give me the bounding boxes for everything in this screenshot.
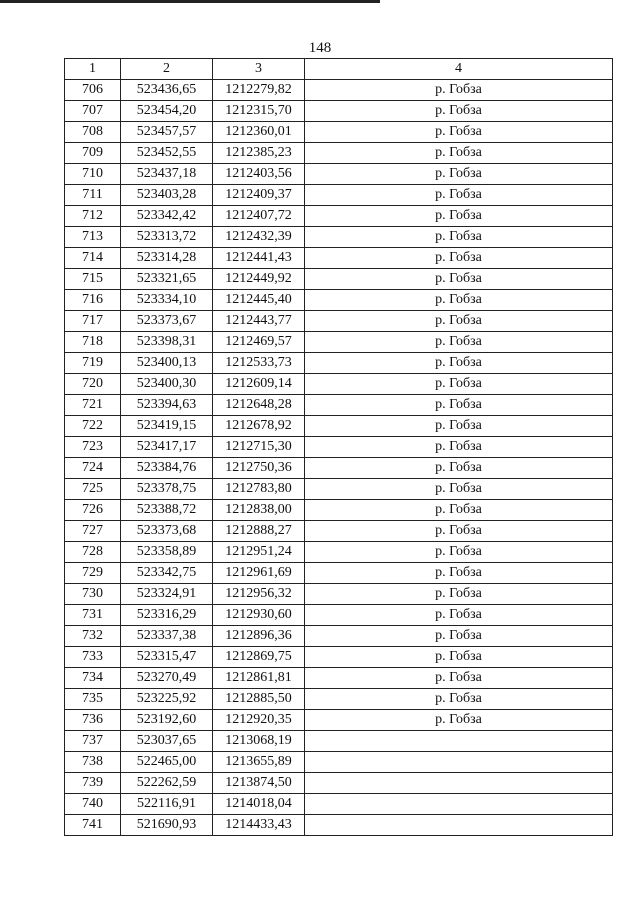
- description-cell: р. Гобза: [305, 101, 613, 122]
- point-number-cell: 710: [65, 164, 121, 185]
- x-coordinate-cell: 523037,65: [121, 731, 213, 752]
- description-cell: р. Гобза: [305, 80, 613, 101]
- table-row: [65, 437, 613, 458]
- point-number-cell: 731: [65, 605, 121, 626]
- description-cell: [305, 794, 613, 815]
- point-number-cell: 732: [65, 626, 121, 647]
- table-row: [65, 647, 613, 668]
- description-cell: [305, 731, 613, 752]
- x-coordinate-cell: 523452,55: [121, 143, 213, 164]
- point-number-cell: 739: [65, 773, 121, 794]
- table-row: [65, 332, 613, 353]
- description-cell: р. Гобза: [305, 437, 613, 458]
- x-coordinate-cell: 523342,75: [121, 563, 213, 584]
- y-coordinate-cell: 1212838,00: [213, 500, 305, 521]
- x-coordinate-cell: 523313,72: [121, 227, 213, 248]
- y-coordinate-cell: 1212861,81: [213, 668, 305, 689]
- point-number-cell: 740: [65, 794, 121, 815]
- y-coordinate-cell: 1212449,92: [213, 269, 305, 290]
- table-row: [65, 206, 613, 227]
- description-cell: р. Гобза: [305, 647, 613, 668]
- table-body: [65, 80, 613, 836]
- table-row: [65, 542, 613, 563]
- point-number-cell: 721: [65, 395, 121, 416]
- x-coordinate-cell: 523436,65: [121, 80, 213, 101]
- table-row: [65, 752, 613, 773]
- x-coordinate-cell: 523373,67: [121, 311, 213, 332]
- x-coordinate-cell: 523358,89: [121, 542, 213, 563]
- description-cell: р. Гобза: [305, 668, 613, 689]
- y-coordinate-cell: 1212432,39: [213, 227, 305, 248]
- table-row: [65, 668, 613, 689]
- point-number-cell: 713: [65, 227, 121, 248]
- table-row: [65, 416, 613, 437]
- point-number-cell: 729: [65, 563, 121, 584]
- x-coordinate-cell: 523437,18: [121, 164, 213, 185]
- point-number-cell: 707: [65, 101, 121, 122]
- x-coordinate-cell: 523454,20: [121, 101, 213, 122]
- table-header-row: [65, 59, 613, 80]
- point-number-cell: 738: [65, 752, 121, 773]
- point-number-cell: 715: [65, 269, 121, 290]
- description-cell: р. Гобза: [305, 332, 613, 353]
- table-row: [65, 563, 613, 584]
- x-coordinate-cell: 523388,72: [121, 500, 213, 521]
- y-coordinate-cell: 1213655,89: [213, 752, 305, 773]
- x-coordinate-cell: 523321,65: [121, 269, 213, 290]
- description-cell: р. Гобза: [305, 542, 613, 563]
- point-number-cell: 730: [65, 584, 121, 605]
- point-number-cell: 718: [65, 332, 121, 353]
- point-number-cell: 716: [65, 290, 121, 311]
- y-coordinate-cell: 1212920,35: [213, 710, 305, 731]
- table-row: [65, 374, 613, 395]
- table-row: [65, 248, 613, 269]
- description-cell: р. Гобза: [305, 164, 613, 185]
- y-coordinate-cell: 1214018,04: [213, 794, 305, 815]
- table-row: [65, 773, 613, 794]
- x-coordinate-cell: 523342,42: [121, 206, 213, 227]
- y-coordinate-cell: 1212403,56: [213, 164, 305, 185]
- description-cell: р. Гобза: [305, 500, 613, 521]
- y-coordinate-cell: 1212533,73: [213, 353, 305, 374]
- y-coordinate-cell: 1212961,69: [213, 563, 305, 584]
- description-cell: р. Гобза: [305, 374, 613, 395]
- point-number-cell: 736: [65, 710, 121, 731]
- point-number-cell: 706: [65, 80, 121, 101]
- table-row: [65, 794, 613, 815]
- description-cell: [305, 815, 613, 836]
- point-number-cell: 722: [65, 416, 121, 437]
- y-coordinate-cell: 1212360,01: [213, 122, 305, 143]
- table-row: [65, 458, 613, 479]
- description-cell: р. Гобза: [305, 395, 613, 416]
- table-row: [65, 731, 613, 752]
- x-coordinate-cell: 522465,00: [121, 752, 213, 773]
- description-cell: [305, 773, 613, 794]
- y-coordinate-cell: 1212407,72: [213, 206, 305, 227]
- y-coordinate-cell: 1212869,75: [213, 647, 305, 668]
- x-coordinate-cell: 523192,60: [121, 710, 213, 731]
- y-coordinate-cell: 1212279,82: [213, 80, 305, 101]
- description-cell: р. Гобза: [305, 122, 613, 143]
- description-cell: р. Гобза: [305, 626, 613, 647]
- y-coordinate-cell: 1212885,50: [213, 689, 305, 710]
- y-coordinate-cell: 1212896,36: [213, 626, 305, 647]
- description-cell: р. Гобза: [305, 290, 613, 311]
- point-number-cell: 723: [65, 437, 121, 458]
- x-coordinate-cell: 523398,31: [121, 332, 213, 353]
- x-coordinate-cell: 523394,63: [121, 395, 213, 416]
- table-row: [65, 710, 613, 731]
- x-coordinate-cell: 523400,13: [121, 353, 213, 374]
- point-number-cell: 712: [65, 206, 121, 227]
- description-cell: р. Гобза: [305, 185, 613, 206]
- point-number-cell: 714: [65, 248, 121, 269]
- x-coordinate-cell: 523314,28: [121, 248, 213, 269]
- point-number-cell: 717: [65, 311, 121, 332]
- table-row: [65, 626, 613, 647]
- description-cell: р. Гобза: [305, 584, 613, 605]
- point-number-cell: 734: [65, 668, 121, 689]
- description-cell: р. Гобза: [305, 269, 613, 290]
- header-col-1: 1: [65, 59, 121, 80]
- x-coordinate-cell: 523337,38: [121, 626, 213, 647]
- y-coordinate-cell: 1212648,28: [213, 395, 305, 416]
- table-row: [65, 227, 613, 248]
- point-number-cell: 725: [65, 479, 121, 500]
- page-number: 148: [308, 40, 332, 56]
- y-coordinate-cell: 1212930,60: [213, 605, 305, 626]
- description-cell: р. Гобза: [305, 311, 613, 332]
- scan-edge-line: [0, 0, 380, 3]
- y-coordinate-cell: 1213874,50: [213, 773, 305, 794]
- x-coordinate-cell: 523373,68: [121, 521, 213, 542]
- point-number-cell: 735: [65, 689, 121, 710]
- point-number-cell: 720: [65, 374, 121, 395]
- y-coordinate-cell: 1213068,19: [213, 731, 305, 752]
- y-coordinate-cell: 1212441,43: [213, 248, 305, 269]
- y-coordinate-cell: 1212609,14: [213, 374, 305, 395]
- point-number-cell: 726: [65, 500, 121, 521]
- point-number-cell: 727: [65, 521, 121, 542]
- x-coordinate-cell: 523378,75: [121, 479, 213, 500]
- x-coordinate-cell: 523417,17: [121, 437, 213, 458]
- description-cell: р. Гобза: [305, 458, 613, 479]
- description-cell: р. Гобза: [305, 479, 613, 500]
- y-coordinate-cell: 1212445,40: [213, 290, 305, 311]
- coordinates-table: [64, 58, 613, 836]
- point-number-cell: 741: [65, 815, 121, 836]
- table-row: [65, 815, 613, 836]
- x-coordinate-cell: 523457,57: [121, 122, 213, 143]
- table-row: [65, 500, 613, 521]
- point-number-cell: 737: [65, 731, 121, 752]
- table-row: [65, 290, 613, 311]
- y-coordinate-cell: 1212469,57: [213, 332, 305, 353]
- description-cell: р. Гобза: [305, 521, 613, 542]
- x-coordinate-cell: 523315,47: [121, 647, 213, 668]
- description-cell: р. Гобза: [305, 143, 613, 164]
- table-row: [65, 269, 613, 290]
- point-number-cell: 709: [65, 143, 121, 164]
- x-coordinate-cell: 523334,10: [121, 290, 213, 311]
- table-row: [65, 395, 613, 416]
- x-coordinate-cell: 523384,76: [121, 458, 213, 479]
- x-coordinate-cell: 523419,15: [121, 416, 213, 437]
- point-number-cell: 728: [65, 542, 121, 563]
- y-coordinate-cell: 1212956,32: [213, 584, 305, 605]
- table-row: [65, 311, 613, 332]
- table-row: [65, 122, 613, 143]
- point-number-cell: 719: [65, 353, 121, 374]
- x-coordinate-cell: 523225,92: [121, 689, 213, 710]
- header-col-2: 2: [121, 59, 213, 80]
- y-coordinate-cell: 1214433,43: [213, 815, 305, 836]
- description-cell: р. Гобза: [305, 605, 613, 626]
- y-coordinate-cell: 1212443,77: [213, 311, 305, 332]
- table-row: [65, 584, 613, 605]
- table-row: [65, 521, 613, 542]
- table-row: [65, 185, 613, 206]
- y-coordinate-cell: 1212888,27: [213, 521, 305, 542]
- point-number-cell: 724: [65, 458, 121, 479]
- description-cell: р. Гобза: [305, 710, 613, 731]
- table-row: [65, 164, 613, 185]
- y-coordinate-cell: 1212715,30: [213, 437, 305, 458]
- table-row: [65, 479, 613, 500]
- x-coordinate-cell: 523400,30: [121, 374, 213, 395]
- point-number-cell: 733: [65, 647, 121, 668]
- y-coordinate-cell: 1212678,92: [213, 416, 305, 437]
- x-coordinate-cell: 521690,93: [121, 815, 213, 836]
- y-coordinate-cell: 1212783,80: [213, 479, 305, 500]
- description-cell: [305, 752, 613, 773]
- x-coordinate-cell: 522116,91: [121, 794, 213, 815]
- x-coordinate-cell: 523270,49: [121, 668, 213, 689]
- y-coordinate-cell: 1212750,36: [213, 458, 305, 479]
- table-row: [65, 605, 613, 626]
- point-number-cell: 711: [65, 185, 121, 206]
- description-cell: р. Гобза: [305, 353, 613, 374]
- table-row: [65, 689, 613, 710]
- header-col-4: 4: [305, 59, 613, 80]
- x-coordinate-cell: 522262,59: [121, 773, 213, 794]
- x-coordinate-cell: 523403,28: [121, 185, 213, 206]
- y-coordinate-cell: 1212315,70: [213, 101, 305, 122]
- y-coordinate-cell: 1212409,37: [213, 185, 305, 206]
- header-col-3: 3: [213, 59, 305, 80]
- description-cell: р. Гобза: [305, 689, 613, 710]
- point-number-cell: 708: [65, 122, 121, 143]
- description-cell: р. Гобза: [305, 227, 613, 248]
- table-row: [65, 101, 613, 122]
- x-coordinate-cell: 523324,91: [121, 584, 213, 605]
- table-row: [65, 80, 613, 101]
- description-cell: р. Гобза: [305, 563, 613, 584]
- table-row: [65, 353, 613, 374]
- y-coordinate-cell: 1212385,23: [213, 143, 305, 164]
- y-coordinate-cell: 1212951,24: [213, 542, 305, 563]
- description-cell: р. Гобза: [305, 206, 613, 227]
- table-row: [65, 143, 613, 164]
- x-coordinate-cell: 523316,29: [121, 605, 213, 626]
- description-cell: р. Гобза: [305, 248, 613, 269]
- description-cell: р. Гобза: [305, 416, 613, 437]
